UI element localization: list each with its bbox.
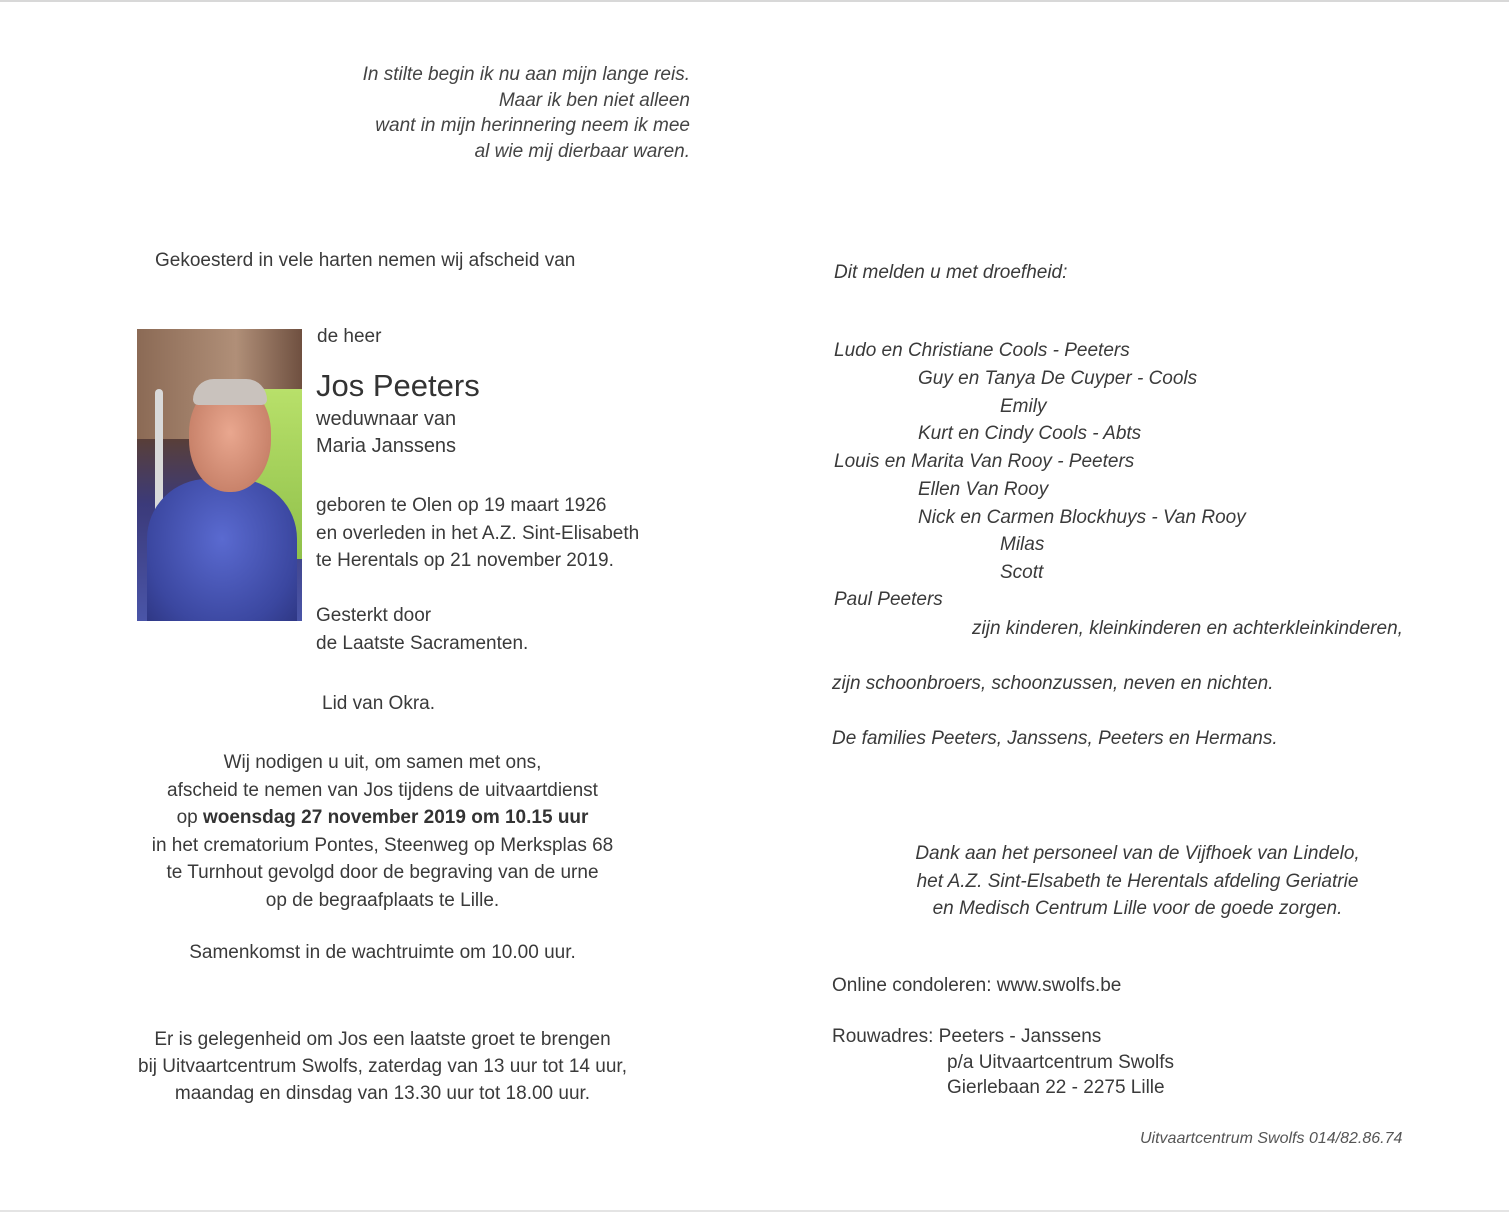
invitation-line: in het crematorium Pontes, Steenweg op Merksplas 68	[151, 834, 614, 856]
service-datetime: woensdag 27 november 2019 om 10.15 uur	[202, 807, 589, 829]
life-line: geboren te Olen op 19 maart 1926	[316, 495, 607, 516]
poem	[300, 62, 690, 164]
family-member: Ludo en Christiane Cools - Peeters	[834, 340, 1130, 361]
thanks-line: Dank aan het personeel van de Vijfhoek van Lindelo,	[915, 843, 1360, 864]
life-line: en overleden in het A.Z. Sint-Elisabeth	[316, 522, 640, 544]
invitation-line: op de begraafplaats te Lille.	[265, 889, 500, 911]
online-condolence: Online condoleren: www.swolfs.be	[832, 975, 1122, 996]
mourning-address-line: Gierlebaan 22 - 2275 Lille	[947, 1077, 1165, 1098]
invitation	[100, 749, 665, 915]
life-line: te Herentals op 21 november 2019.	[316, 550, 614, 571]
visit-line: maandag en dinsdag van 13.30 uur tot 18.00 uur.	[174, 1083, 591, 1104]
spouse-name: Maria Janssens	[316, 435, 457, 457]
thanks-line: het A.Z. Sint-Elsabeth te Herentals afdeling Geriatrie	[916, 870, 1359, 892]
visit-line: bij Uitvaartcentrum Swolfs, zaterdag van 13 uur tot 14 uur,	[138, 1056, 627, 1077]
family-member: Milas	[1000, 534, 1045, 555]
family-member: Kurt en Cindy Cools - Abts	[918, 423, 1142, 444]
sacraments-line: Gesterkt door	[316, 605, 432, 626]
poem-line: al wie mij dierbaar waren.	[474, 140, 690, 162]
poem-line: want in mijn herinnering neem ik mee	[375, 115, 690, 136]
family-caption: zijn kinderen, kleinkinderen en achterkleinkinderen,	[972, 618, 1403, 639]
widower-label: weduwnaar van	[316, 408, 457, 430]
families-text: De families Peeters, Janssens, Peeters en Hermans.	[832, 728, 1278, 749]
gathering-text: Samenkomst in de wachtruimte om 10.00 uur.	[189, 942, 576, 963]
mourning-address-line: p/a Uitvaartcentrum Swolfs	[947, 1052, 1175, 1073]
bottom-edge	[0, 1210, 1509, 1212]
family-member: Ellen Van Rooy	[918, 479, 1049, 500]
deceased-name: Jos Peeters	[316, 368, 480, 403]
sacraments-line: de Laatste Sacramenten.	[316, 633, 529, 654]
invitation-line: Wij nodigen u uit, om samen met ons,	[223, 752, 542, 773]
invitation-line: te Turnhout gevolgd door de begraving van de urne	[166, 862, 599, 884]
family-member: Scott	[1000, 562, 1044, 583]
family-member: Guy en Tanya De Cuyper - Cools	[918, 368, 1198, 389]
funeral-home-footer: Uitvaartcentrum Swolfs 014/82.86.74	[1140, 1130, 1403, 1147]
life-dates	[316, 492, 639, 575]
mourning-address-label: Rouwadres: Peeters - Janssens	[832, 1026, 1102, 1047]
intro-text: Gekoesterd in vele harten nemen wij afscheid van	[155, 250, 576, 271]
poem-line: In stilte begin ik nu aan mijn lange reis.	[362, 64, 690, 85]
announce-header: Dit melden u met droefheid:	[834, 262, 1068, 283]
thanks-line: en Medisch Centrum Lille voor de goede zorgen.	[932, 898, 1343, 919]
membership: Lid van Okra.	[322, 693, 435, 714]
invitation-date-line: op woensdag 27 november 2019 om 10.15 uur	[176, 807, 589, 829]
poem-line: Maar ik ben niet alleen	[498, 89, 690, 111]
visit-line: Er is gelegenheid om Jos een laatste groet te brengen	[154, 1029, 611, 1050]
thanks	[860, 840, 1415, 923]
in-laws-text: zijn schoonbroers, schoonzussen, neven en nichten.	[832, 673, 1274, 694]
deceased-photo	[137, 329, 302, 621]
invitation-line: afscheid te nemen van Jos tijdens de uitvaartdienst	[167, 779, 598, 801]
family-member: Paul Peeters	[834, 589, 943, 610]
salutation: de heer	[317, 326, 382, 347]
top-edge	[0, 0, 1509, 2]
family-member: Emily	[1000, 396, 1047, 417]
family-member: Louis en Marita Van Rooy - Peeters	[834, 451, 1135, 472]
family-member: Nick en Carmen Blockhuys - Van Rooy	[918, 507, 1246, 528]
visit-info	[100, 1026, 665, 1107]
sacraments	[316, 602, 528, 658]
